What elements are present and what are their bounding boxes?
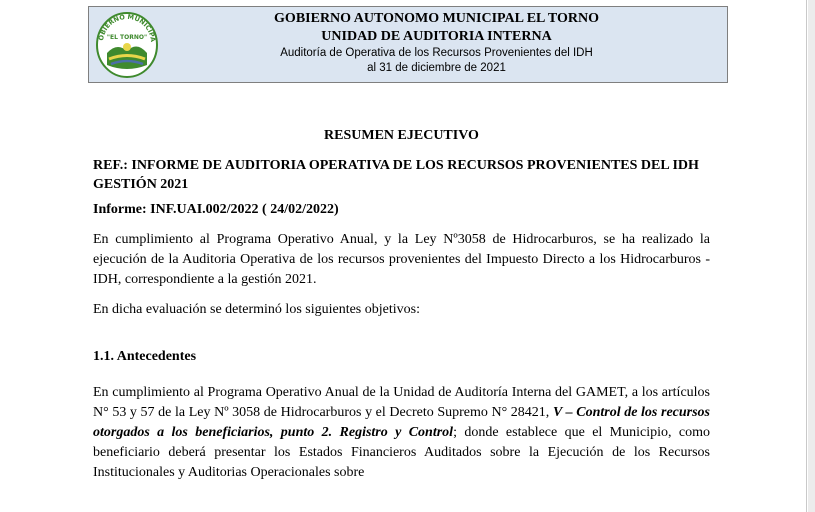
header-date: al 31 de diciembre de 2021 [367,62,506,74]
header-organization: GOBIERNO AUTONOMO MUNICIPAL EL TORNO [274,11,599,26]
municipal-seal-icon [95,9,159,79]
svg-text:"EL TORNO": "EL TORNO" [106,34,148,41]
page-edge-line [806,0,807,512]
document-body [93,126,710,493]
page-title: RESUMEN EJECUTIVO [324,128,479,143]
paragraph-antecedentes-emphasis: V – Control de los recursos otorgados a los beneficiarios, punto 2. Registro y Control [93,405,711,440]
header-audit-subject: Auditoría de Operativa de los Recursos Provenientes del IDH [280,47,593,59]
reference-line: REF.: INFORME DE AUDITORIA OPERATIVA DE LOS RECURSOS PROVENIENTES DEL IDH GESTIÓN 2021 [93,158,699,192]
paragraph-antecedentes-start: En cumplimiento al Programa Operativo Anual de la Unidad de Auditoría Interna del GAMET, a los artículos N° 53 y 57 de la Ley Nº 3058 de Hidrocarburos y el Decreto Supremo N° 28421, [93,385,710,420]
municipal-logo [95,9,159,79]
svg-text:GOBIERNO MUNICIPAL: OBIERNO MUNICIPA [97,12,158,43]
header-text-block [164,10,709,76]
paragraph-antecedentes [93,383,710,483]
section-heading-antecedentes: 1.1. Antecedentes [93,349,197,364]
document-header [88,6,728,83]
paragraph-objectives: En dicha evaluación se determinó los siguientes objetivos: [93,302,420,317]
page-edge-margin [808,0,815,512]
paragraph-intro: En cumplimiento al Programa Operativo Anual, y la Ley Nº3058 de Hidrocarburos, se ha realizado la ejecución de la Auditoria Operativa de los recursos provenientes del Impuesto Directo a los Hidrocarburos - IDH, correspondiente a la gestión 2021. [93,232,710,287]
paragraph-antecedentes-end: ; donde establece que el Municipio, como beneficiario deberá presentar los Estados Financieros Auditados sobre la Ejecución de los Recursos Institucionales y Auditorias Operacionales sobre [93,425,710,480]
report-number: Informe: INF.UAI.002/2022 ( 24/02/2022) [93,202,339,217]
header-unit: UNIDAD DE AUDITORIA INTERNA [321,29,552,44]
